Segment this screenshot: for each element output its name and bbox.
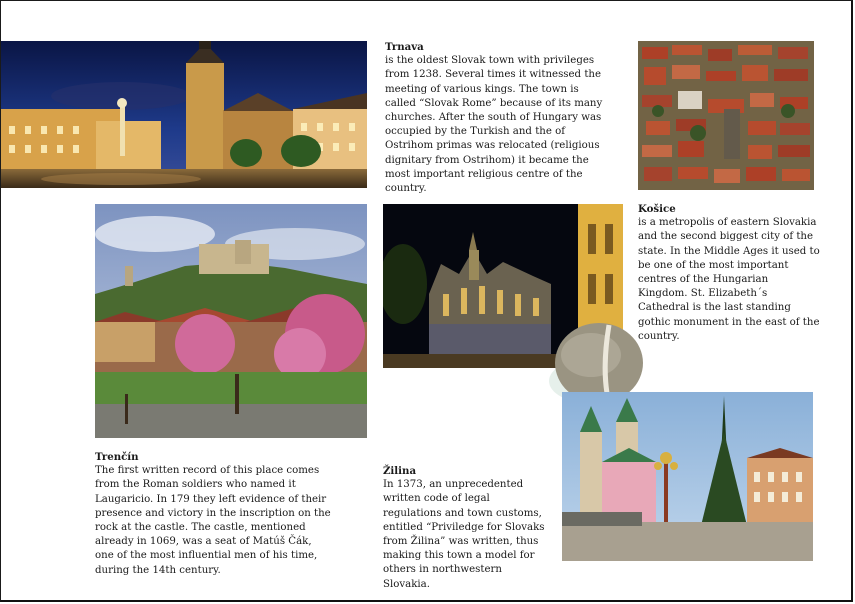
trencin-heading: Trenčín bbox=[95, 451, 139, 463]
zilina-heading: Žilina bbox=[383, 465, 417, 477]
kosice-body: is a metropolis of eastern Slovakia and the second biggest city of the state. In the Middle Ages it used to be one of the most important centres of the Hungarian Kingdom. St. Elizabeth´s Cathedral is the last standing gothic monument in the east of the country. bbox=[638, 217, 820, 342]
trnava-heading: Trnava bbox=[385, 41, 424, 53]
zilina-body: In 1373, an unprecedented written code of legal regulations and town customs, entitled “Priviledge for Slovaks from Žilina” was written, thus making this town a model for others in northwestern Slovakia. bbox=[383, 479, 545, 590]
trencin-castle-photo bbox=[95, 204, 367, 438]
trnava-body: is the oldest Slovak town with privileges from 1238. Several times it witnessed the meeting of various kings. The town is called “Slovak Rome” because of its many churches. After the south of Hungary was occupied by the Turkish and the of Ostrihom primas was relocated (religious dignitary from Ostrihom) it became the most important religious centre of the country. bbox=[385, 55, 603, 195]
zilina-square-photo bbox=[562, 392, 813, 561]
trencin-text-block bbox=[95, 450, 332, 578]
trnava-aerial-photo bbox=[638, 41, 814, 190]
kosice-heading: Košice bbox=[638, 203, 676, 215]
trnava-text-block bbox=[385, 40, 607, 196]
trnava-square-photo bbox=[1, 41, 367, 188]
kosice-text-block bbox=[638, 202, 820, 344]
trencin-body: The first written record of this place comes from the Roman soldiers who named it Laugaricio. In 179 they left evidence of their presence and victory in the inscription on the rock at the castle. The castle, mentioned already in 1069, was a seat of Matúš Čák, one of the most influential men of his time, during the 14th century. bbox=[95, 465, 331, 576]
zilina-text-block bbox=[383, 464, 548, 592]
